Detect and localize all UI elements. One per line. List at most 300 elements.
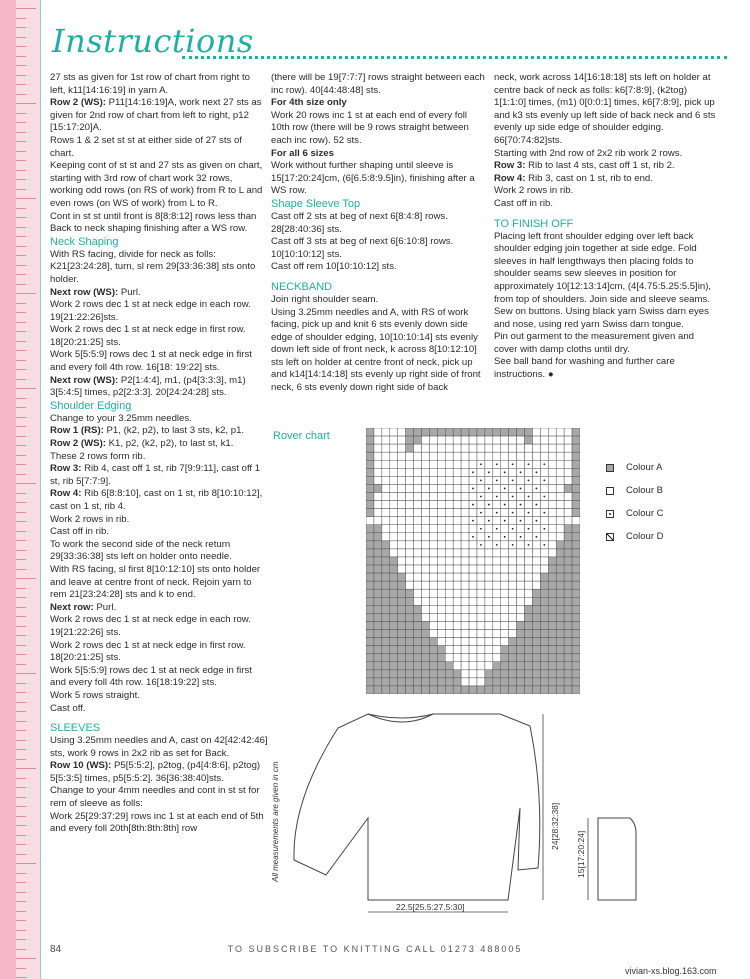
chart-cell <box>437 589 445 597</box>
chart-cell <box>382 565 390 573</box>
chart-cell <box>398 436 406 444</box>
paragraph-text: Change to your 3.25mm needles. <box>50 412 192 424</box>
instruction-paragraph <box>50 451 268 464</box>
chart-cell <box>564 597 572 605</box>
chart-cell <box>525 605 533 613</box>
ruler-tick <box>16 255 26 256</box>
sleeve-piece <box>598 818 636 900</box>
chart-cell <box>509 670 517 678</box>
chart-dot <box>472 471 474 473</box>
chart-cell <box>485 525 493 533</box>
chart-cell <box>382 452 390 460</box>
chart-cell <box>390 605 398 613</box>
garment-schematic <box>268 700 688 920</box>
chart-cell <box>509 557 517 565</box>
instruction-paragraph <box>494 160 720 173</box>
paragraph-text: P2[1:4:4], m1, (p4[3:3:3], m1) 3[5:4:5] times, p2[2:3:3]. 20[24:24:28] sts. <box>50 374 246 399</box>
chart-cell <box>390 436 398 444</box>
chart-cell <box>406 621 414 629</box>
instruction-paragraph <box>494 231 720 332</box>
chart-cell <box>406 557 414 565</box>
chart-cell <box>453 670 461 678</box>
legend-label: Colour C <box>626 508 664 519</box>
ruler-tick <box>16 75 26 76</box>
ruler-tick <box>16 702 26 703</box>
chart-cell <box>532 476 540 484</box>
chart-cell <box>445 541 453 549</box>
chart-cell <box>382 517 390 525</box>
chart-cell <box>485 589 493 597</box>
chart-cell <box>398 686 406 694</box>
chart-cell <box>493 573 501 581</box>
ruler-tick <box>16 892 26 893</box>
chart-cell <box>493 678 501 686</box>
ruler-tick <box>16 350 26 351</box>
chart-cell <box>429 428 437 436</box>
chart-cell <box>532 581 540 589</box>
chart-cell <box>532 630 540 638</box>
chart-cell <box>374 654 382 662</box>
chart-cell <box>548 678 556 686</box>
chart-cell <box>374 517 382 525</box>
chart-cell <box>429 686 437 694</box>
chart-cell <box>406 549 414 557</box>
chart-cell <box>469 565 477 573</box>
chart-cell <box>398 533 406 541</box>
chart-cell <box>532 509 540 517</box>
ruler-tick <box>16 835 26 836</box>
chart-cell <box>390 541 398 549</box>
chart-cell <box>421 573 429 581</box>
chart-dot <box>543 463 545 465</box>
chart-cell <box>469 452 477 460</box>
chart-cell <box>572 460 580 468</box>
paragraph-text: Work 25[29:37:29] rows inc 1 st at each end of 5th and every foll 20th[8th:8th:8th] row <box>50 810 264 835</box>
chart-cell <box>525 452 533 460</box>
chart-cell <box>461 654 469 662</box>
chart-cell <box>453 589 461 597</box>
chart-cell <box>540 605 548 613</box>
ruler-tick <box>16 236 26 237</box>
chart-cell <box>548 670 556 678</box>
instruction-paragraph <box>50 135 268 160</box>
chart-cell <box>548 581 556 589</box>
chart-cell <box>556 484 564 492</box>
chart-cell <box>501 492 509 500</box>
chart-cell <box>398 509 406 517</box>
chart-cell <box>406 662 414 670</box>
chart-cell <box>421 565 429 573</box>
chart-cell <box>374 436 382 444</box>
chart-cell <box>509 686 517 694</box>
chart-cell <box>382 541 390 549</box>
chart-cell <box>382 525 390 533</box>
chart-cell <box>517 597 525 605</box>
chart-cell <box>437 565 445 573</box>
chart-cell <box>477 549 485 557</box>
chart-cell <box>517 565 525 573</box>
chart-cell <box>469 436 477 444</box>
chart-cell <box>382 557 390 565</box>
chart-cell <box>548 646 556 654</box>
chart-cell <box>477 646 485 654</box>
chart-cell <box>572 557 580 565</box>
chart-cell <box>509 589 517 597</box>
chart-cell <box>398 484 406 492</box>
chart-caption: Rover chart <box>273 430 330 442</box>
chart-cell <box>572 541 580 549</box>
chart-cell <box>437 444 445 452</box>
row-label: Next row (WS): <box>50 374 119 386</box>
chart-cell <box>437 492 445 500</box>
chart-cell <box>366 654 374 662</box>
chart-cell <box>469 670 477 678</box>
chart-cell <box>390 686 398 694</box>
chart-cell <box>493 597 501 605</box>
chart-cell <box>556 444 564 452</box>
chart-cell <box>390 517 398 525</box>
chart-cell <box>517 476 525 484</box>
chart-cell <box>429 484 437 492</box>
chart-cell <box>469 541 477 549</box>
chart-cell <box>453 613 461 621</box>
chart-cell <box>572 686 580 694</box>
chart-cell <box>398 476 406 484</box>
chart-cell <box>509 533 517 541</box>
chart-cell <box>477 557 485 565</box>
chart-cell <box>572 613 580 621</box>
chart-cell <box>564 630 572 638</box>
ruler-tick <box>16 512 26 513</box>
chart-cell <box>572 662 580 670</box>
chart-cell <box>437 573 445 581</box>
chart-cell <box>445 597 453 605</box>
paragraph-text: Cast off rem 10[10:10:12] sts. <box>271 261 397 273</box>
chart-cell <box>469 492 477 500</box>
chart-cell <box>374 581 382 589</box>
chart-cell <box>556 597 564 605</box>
chart-cell <box>374 678 382 686</box>
chart-cell <box>461 630 469 638</box>
chart-cell <box>453 525 461 533</box>
chart-cell <box>406 501 414 509</box>
chart-cell <box>548 484 556 492</box>
chart-cell <box>406 597 414 605</box>
chart-cell <box>477 533 485 541</box>
chart-dot <box>536 488 538 490</box>
chart-cell <box>564 452 572 460</box>
chart-cell <box>406 492 414 500</box>
chart-cell <box>509 573 517 581</box>
chart-dot <box>488 488 490 490</box>
chart-cell <box>501 678 509 686</box>
ruler-tick <box>16 683 26 684</box>
instruction-paragraph <box>271 110 485 148</box>
chart-cell <box>493 565 501 573</box>
chart-cell <box>564 533 572 541</box>
chart-cell <box>437 525 445 533</box>
chart-cell <box>414 525 422 533</box>
chart-cell <box>366 573 374 581</box>
chart-cell <box>414 484 422 492</box>
chart-cell <box>572 549 580 557</box>
chart-cell <box>421 613 429 621</box>
chart-cell <box>398 460 406 468</box>
chart-cell <box>453 436 461 444</box>
chart-cell <box>453 509 461 517</box>
paragraph-text: Cast off 3 sts at beg of next 6[6:10:8] rows. 10[10:10:12] sts. <box>271 236 454 260</box>
chart-cell <box>398 468 406 476</box>
chart-cell <box>421 501 429 509</box>
chart-cell <box>437 452 445 460</box>
row-label: Row 3: <box>494 160 526 172</box>
chart-cell <box>429 630 437 638</box>
chart-cell <box>540 597 548 605</box>
chart-cell <box>493 662 501 670</box>
chart-cell <box>493 444 501 452</box>
chart-cell <box>501 557 509 565</box>
chart-cell <box>525 581 533 589</box>
chart-cell <box>572 621 580 629</box>
chart-cell <box>429 638 437 646</box>
ruler-tick <box>16 398 26 399</box>
chart-cell <box>366 557 374 565</box>
paragraph-text: Purl. <box>93 601 117 613</box>
chart-cell <box>437 605 445 613</box>
chart-cell <box>540 565 548 573</box>
chart-cell <box>548 509 556 517</box>
chart-cell <box>469 646 477 654</box>
chart-cell <box>366 436 374 444</box>
chart-cell <box>366 630 374 638</box>
chart-cell <box>429 541 437 549</box>
ruler-tick <box>16 588 26 589</box>
chart-cell <box>398 654 406 662</box>
chart-cell <box>414 541 422 549</box>
chart-cell <box>461 670 469 678</box>
ruler-tick <box>16 84 26 85</box>
chart-cell <box>429 460 437 468</box>
instruction-paragraph <box>50 735 268 760</box>
chart-cell <box>421 541 429 549</box>
chart-cell <box>390 557 398 565</box>
chart-cell <box>414 621 422 629</box>
ruler-tick <box>16 939 26 940</box>
chart-cell <box>485 638 493 646</box>
chart-cell <box>390 573 398 581</box>
chart-cell <box>429 646 437 654</box>
chart-cell <box>445 468 453 476</box>
chart-cell <box>453 428 461 436</box>
chart-cell <box>517 605 525 613</box>
chart-cell <box>390 484 398 492</box>
chart-cell <box>509 565 517 573</box>
ruler-tick <box>16 550 26 551</box>
ruler-tick <box>16 388 36 389</box>
paragraph-text: Using 3.25mm needles and A, cast on 42[42:42:46] sts, work 9 rows in 2x2 rib as set for Back. <box>50 735 268 759</box>
instruction-paragraph <box>50 438 268 451</box>
chart-cell <box>461 638 469 646</box>
chart-cell <box>564 678 572 686</box>
chart-cell <box>437 549 445 557</box>
chart-cell <box>564 525 572 533</box>
chart-dot <box>528 479 530 481</box>
ruler-tick <box>16 445 26 446</box>
instruction-paragraph <box>50 526 268 539</box>
chart-cell <box>429 605 437 613</box>
chart-cell <box>445 525 453 533</box>
chart-cell <box>501 525 509 533</box>
chart-cell <box>398 678 406 686</box>
chart-cell <box>556 541 564 549</box>
chart-cell <box>525 549 533 557</box>
chart-cell <box>517 492 525 500</box>
ruler-tick <box>16 293 36 294</box>
instruction-paragraph <box>50 785 268 810</box>
chart-cell <box>493 621 501 629</box>
chart-cell <box>366 444 374 452</box>
chart-cell <box>548 589 556 597</box>
paragraph-text: Rib 4, cast off 1 st, rib 7[9:9:11], cast off 1 st, rib 5[7:7:9]. <box>50 463 261 487</box>
chart-cell <box>556 436 564 444</box>
chart-cell <box>390 654 398 662</box>
chart-dot <box>520 520 522 522</box>
row-label: Row 2 (WS): <box>50 97 106 109</box>
chart-cell <box>501 436 509 444</box>
chart-cell <box>437 484 445 492</box>
chart-cell <box>406 589 414 597</box>
chart-cell <box>374 468 382 476</box>
chart-dot <box>520 488 522 490</box>
chart-dot <box>496 544 498 546</box>
paragraph-text: Purl. <box>118 286 141 298</box>
chart-cell <box>366 589 374 597</box>
chart-dot <box>543 528 545 530</box>
chart-cell <box>445 621 453 629</box>
chart-cell <box>445 565 453 573</box>
ruler-tick <box>16 863 36 864</box>
chart-cell <box>374 452 382 460</box>
chart-cell <box>453 565 461 573</box>
legend-swatch <box>606 487 614 495</box>
row-label: Row 4: <box>50 488 82 500</box>
chart-cell <box>445 670 453 678</box>
chart-cell <box>509 517 517 525</box>
chart-cell <box>525 646 533 654</box>
chart-cell <box>429 476 437 484</box>
chart-cell <box>366 662 374 670</box>
chart-cell <box>414 605 422 613</box>
chart-cell <box>374 460 382 468</box>
chart-cell <box>421 476 429 484</box>
chart-cell <box>556 533 564 541</box>
chart-cell <box>525 686 533 694</box>
chart-dot <box>543 496 545 498</box>
ruler-tick <box>16 455 26 456</box>
chart-cell <box>564 621 572 629</box>
chart-cell <box>572 605 580 613</box>
chart-cell <box>501 460 509 468</box>
chart-cell <box>445 549 453 557</box>
chart-cell <box>398 670 406 678</box>
chart-cell <box>406 565 414 573</box>
chart-cell <box>548 501 556 509</box>
chart-cell <box>437 581 445 589</box>
chart-cell <box>540 662 548 670</box>
chart-cell <box>564 613 572 621</box>
chart-cell <box>453 557 461 565</box>
legend-swatch <box>606 510 614 518</box>
chart-cell <box>453 444 461 452</box>
instruction-paragraph <box>50 614 268 639</box>
instruction-paragraph <box>271 72 485 97</box>
chart-cell <box>501 573 509 581</box>
chart-cell <box>421 589 429 597</box>
chart-cell <box>572 597 580 605</box>
chart-cell <box>453 541 461 549</box>
paragraph-text: See ball band for washing and further care instructions. ● <box>494 356 675 381</box>
chart-cell <box>469 573 477 581</box>
ruler-tick <box>16 407 26 408</box>
chart-cell <box>437 476 445 484</box>
instruction-paragraph <box>494 185 720 198</box>
chart-cell <box>414 565 422 573</box>
chart-cell <box>445 444 453 452</box>
paragraph-text: 27 sts as given for 1st row of chart from right to left, k11[14:16:19] in yarn A. <box>50 72 250 96</box>
chart-cell <box>509 662 517 670</box>
chart-cell <box>501 452 509 460</box>
chart-cell <box>564 662 572 670</box>
chart-cell <box>429 549 437 557</box>
chart-cell <box>485 670 493 678</box>
chart-dot <box>496 528 498 530</box>
chart-dot <box>520 471 522 473</box>
chart-cell <box>517 654 525 662</box>
ruler-tick <box>16 103 36 104</box>
ruler-tick <box>16 616 26 617</box>
chart-cell <box>564 509 572 517</box>
chart-cell <box>509 468 517 476</box>
chart-cell <box>572 630 580 638</box>
chart-cell <box>453 460 461 468</box>
ruler-tick <box>16 911 26 912</box>
chart-cell <box>390 565 398 573</box>
chart-cell <box>398 565 406 573</box>
ruler-tick <box>16 18 26 19</box>
chart-cell <box>548 517 556 525</box>
chart-cell <box>564 476 572 484</box>
chart-cell <box>453 581 461 589</box>
ruler-tick <box>16 27 26 28</box>
ruler-tick <box>16 787 26 788</box>
chart-dot <box>504 471 506 473</box>
paragraph-text: These 2 rows form rib. <box>50 450 146 462</box>
chart-cell <box>437 533 445 541</box>
chart-cell <box>414 638 422 646</box>
chart-dot <box>520 504 522 506</box>
chart-dot <box>504 504 506 506</box>
legend-item <box>606 479 664 502</box>
chart-cell <box>517 541 525 549</box>
chart-cell <box>469 654 477 662</box>
chart-cell <box>366 501 374 509</box>
chart-cell <box>453 517 461 525</box>
chart-cell <box>461 565 469 573</box>
ruler-tick <box>16 37 26 38</box>
chart-cell <box>382 613 390 621</box>
chart-cell <box>501 581 509 589</box>
chart-cell <box>445 436 453 444</box>
